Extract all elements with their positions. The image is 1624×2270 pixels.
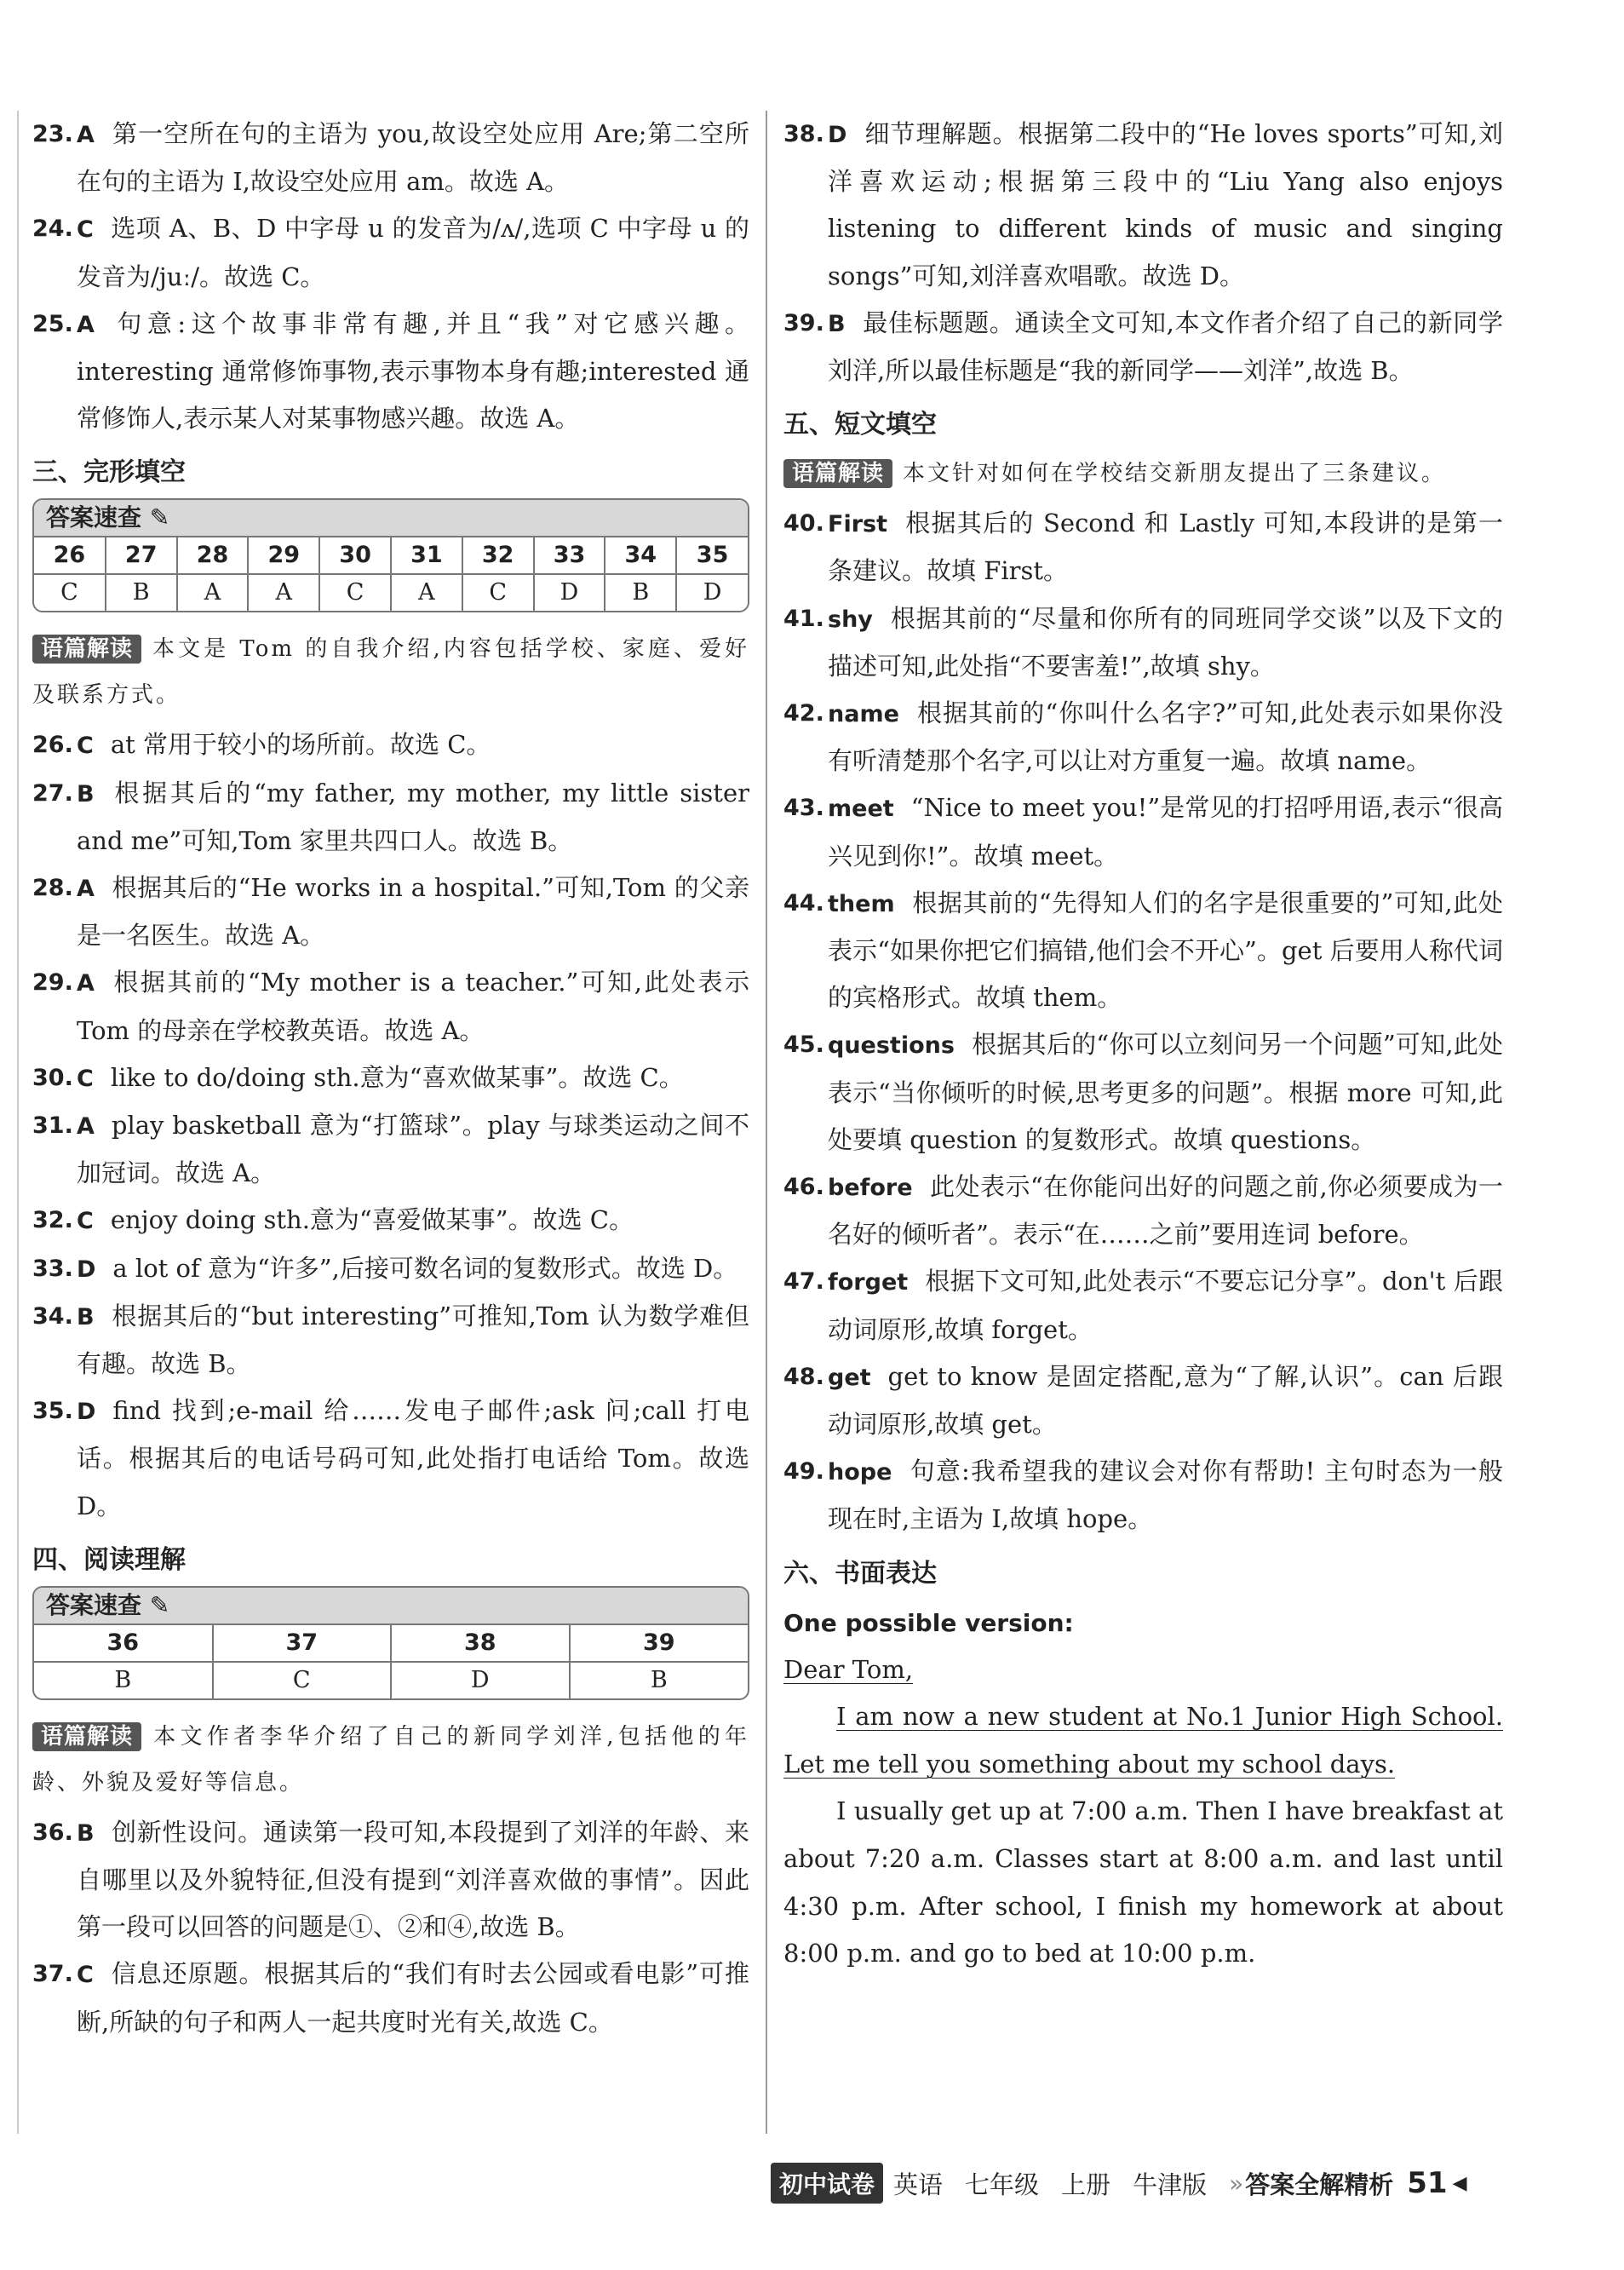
item-explanation: like to do/doing sth.意为“喜欢做某事”。故选 C。 bbox=[110, 1062, 684, 1092]
answer-item bbox=[783, 595, 1503, 690]
item-answer: C bbox=[77, 1962, 94, 1989]
question-cell: 35 bbox=[676, 537, 748, 574]
item-answer: get bbox=[828, 1364, 871, 1391]
passage-text: 本文是 Tom 的自我介绍,内容包括学校、家庭、爱好及联系方式。 bbox=[32, 636, 749, 709]
question-cell: 38 bbox=[391, 1625, 570, 1662]
item-number: 37. bbox=[32, 1961, 73, 1988]
item-number: 36. bbox=[32, 1819, 73, 1846]
item-explanation: at 常用于较小的场所前。故选 C。 bbox=[110, 730, 491, 760]
item-number: 34. bbox=[32, 1302, 73, 1330]
answer-item bbox=[32, 770, 749, 865]
item-number: 45. bbox=[783, 1032, 824, 1059]
letter-salutation bbox=[783, 1646, 1503, 1694]
item-number: 40. bbox=[783, 510, 824, 537]
answer-item bbox=[32, 1293, 749, 1388]
item-explanation: 根据其前的“尽量和你所有的同班同学交谈”以及下文的描述可知,此处指“不要害羞!”,故填 shy。 bbox=[828, 603, 1503, 681]
item-explanation: 根据下文可知,此处表示“不要忘记分享”。don't 后跟动词原形,故填 forget。 bbox=[828, 1267, 1503, 1344]
item-explanation: play basketball 意为“打篮球”。play 与球类运动之间不加冠词。故选 A。 bbox=[77, 1111, 749, 1188]
item-answer: shy bbox=[828, 606, 873, 633]
passage-summary bbox=[783, 451, 1503, 497]
item-answer: B bbox=[77, 780, 95, 807]
question-cell: 39 bbox=[570, 1625, 749, 1662]
answer-item bbox=[32, 1951, 749, 2045]
item-explanation: 此处表示“在你能问出好的问题之前,你必须要成为一名好的倾听者”。表示“在……之前”要用连词 before。 bbox=[828, 1172, 1503, 1250]
item-answer: C bbox=[77, 1208, 94, 1235]
item-number: 32. bbox=[32, 1207, 73, 1234]
item-explanation: 选项 A、B、D 中字母 u 的发音为/ʌ/,选项 C 中字母 u 的发音为/juː/。故选 C。 bbox=[77, 214, 749, 291]
answer-item bbox=[32, 1055, 749, 1102]
item-number: 43. bbox=[783, 795, 824, 822]
item-number: 27. bbox=[32, 779, 73, 807]
table-title: 答案速查 bbox=[46, 503, 142, 532]
paragraph-text: I am now a new student at No.1 Junior High School. Let me tell you something about my school days. bbox=[783, 1702, 1503, 1779]
items-40-49 bbox=[783, 500, 1503, 1543]
answer-cell: B bbox=[106, 574, 177, 611]
item-answer: C bbox=[77, 216, 94, 244]
item-answer: B bbox=[828, 310, 846, 337]
answer-row bbox=[34, 1662, 748, 1698]
answer-item bbox=[32, 1388, 749, 1530]
item-explanation: 根据其后的“He works in a hospital.”可知,Tom 的父亲是一名医生。故选 A。 bbox=[77, 873, 749, 951]
item-number: 28. bbox=[32, 875, 73, 902]
item-explanation: 句意:我希望我的建议会对你有帮助! 主句时态为一般现在时,主语为 I,故填 hope。 bbox=[828, 1457, 1503, 1534]
item-answer: C bbox=[77, 733, 94, 760]
answer-cell: C bbox=[34, 574, 106, 611]
answer-cell: D bbox=[534, 574, 605, 611]
answer-item bbox=[32, 721, 749, 769]
answer-item bbox=[783, 111, 1503, 300]
item-explanation: 根据其后的“你可以立刻问另一个问题”可知,此处表示“当你倾听的时候,思考更多的问题”。根据 more 可知,此处要填 question 的复数形式。故填 questions。 bbox=[828, 1030, 1503, 1154]
item-explanation: 根据其前的“你叫什么名字?”可知,此处表示如果你没有听清楚那个名字,可以让对方重复一遍。故填 name。 bbox=[828, 698, 1503, 776]
item-answer: C bbox=[77, 1065, 94, 1092]
item-answer: meet bbox=[828, 796, 894, 823]
answer-item bbox=[32, 1809, 749, 1951]
item-answer: forget bbox=[828, 1269, 909, 1296]
item-answer: B bbox=[77, 1303, 95, 1330]
item-number: 31. bbox=[32, 1112, 73, 1140]
section-heading: 六、书面表达 bbox=[783, 1558, 937, 1589]
item-explanation: 细节理解题。根据第二段中的“He loves sports”可知,刘洋喜欢运动;根据第三段中的“Liu Yang also enjoys listening to different kinds of music and singing songs”可知,刘洋喜欢唱歌。故选 D。 bbox=[828, 119, 1503, 290]
item-number: 25. bbox=[32, 310, 73, 337]
item-explanation: 第一空所在句的主语为 you,故设空处应用 Are;第二空所在句的主语为 I,故设空处应用 am。故选 A。 bbox=[77, 119, 749, 197]
answer-cell: A bbox=[248, 574, 319, 611]
answer-cell: D bbox=[703, 579, 722, 606]
triangle-left-icon: ◀ bbox=[1452, 2172, 1467, 2194]
answer-item bbox=[32, 865, 749, 959]
answer-item bbox=[783, 1448, 1503, 1543]
items-36-37 bbox=[32, 1809, 749, 2046]
item-explanation: 根据其前的“My mother is a teacher.”可知,此处表示 Tom 的母亲在学校教英语。故选 A。 bbox=[77, 968, 749, 1045]
page-number: 51 bbox=[1407, 2166, 1448, 2200]
passage-summary bbox=[32, 626, 749, 718]
item-number: 35. bbox=[32, 1398, 73, 1425]
item-explanation: find 找到;e-mail 给……发电子邮件;ask 问;call 打电话。根据其后的电话号码可知,此处指打电话给 Tom。故选 D。 bbox=[77, 1396, 749, 1520]
answer-item bbox=[783, 1258, 1503, 1353]
item-answer: hope bbox=[828, 1459, 892, 1486]
passage-badge: 语篇解读 bbox=[32, 1722, 141, 1751]
item-explanation: 创新性设问。通读第一段可知,本段提到了刘洋的年龄、来自哪里以及外貌特征,但没有提到“刘洋喜欢做的事情”。因此第一段可以回答的问题是①、②和④,故选 B。 bbox=[77, 1817, 749, 1942]
footer-grade: 七年级 bbox=[965, 2169, 1040, 2199]
item-explanation: 根据其后的“my father, my mother, my little sister and me”可知,Tom 家里共四口人。故选 B。 bbox=[77, 778, 749, 855]
item-explanation: 根据其前的“先得知人们的名字是很重要的”可知,此处表示“如果你把它们搞错,他们会不开心”。get 后要用人称代词的宾格形式。故填 them。 bbox=[828, 888, 1503, 1013]
item-number: 48. bbox=[783, 1363, 824, 1390]
letter-paragraph-1 bbox=[783, 1693, 1503, 1788]
answer-item bbox=[32, 1102, 749, 1197]
footer-title: 答案全解精析 bbox=[1245, 2169, 1394, 2199]
answer-item bbox=[783, 1021, 1503, 1164]
answer-grid bbox=[34, 537, 748, 611]
answer-item bbox=[783, 690, 1503, 784]
item-number: 29. bbox=[32, 969, 73, 997]
item-number: 26. bbox=[32, 732, 73, 759]
page-footer bbox=[771, 2159, 1466, 2207]
answer-cell: B bbox=[650, 1666, 668, 1693]
answer-row bbox=[34, 574, 748, 611]
answer-quick-check-table bbox=[32, 1586, 749, 1700]
question-cell: 33 bbox=[534, 537, 605, 574]
footer-term: 上册 bbox=[1061, 2169, 1111, 2199]
item-number: 49. bbox=[783, 1458, 824, 1486]
answer-item bbox=[783, 1353, 1503, 1448]
left-column bbox=[32, 111, 749, 2046]
item-answer: A bbox=[77, 311, 95, 338]
item-number: 30. bbox=[32, 1064, 73, 1091]
answer-cell: A bbox=[391, 574, 462, 611]
footer-subject: 英语 bbox=[893, 2169, 944, 2199]
letter-paragraph-2: I usually get up at 7:00 a.m. Then I have breakfast at about 7:20 a.m. Classes start at 8:00 a.m. and last until 4:30 p.m. After school, I finish my homework at about 8:00 p.m. and go to bed at 10:00 p.m. bbox=[783, 1796, 1503, 1968]
item-explanation: 最佳标题题。通读全文可知,本文作者介绍了自己的新同学刘洋,所以最佳标题是“我的新同学——刘洋”,故选 B。 bbox=[828, 307, 1503, 386]
item-number: 23. bbox=[32, 121, 73, 147]
items-38-39 bbox=[783, 111, 1503, 394]
item-number: 42. bbox=[783, 700, 824, 727]
answer-cell: C bbox=[462, 574, 534, 611]
passage-text: 本文针对如何在学校结交新朋友提出了三条建议。 bbox=[903, 461, 1447, 487]
question-cell: 27 bbox=[106, 537, 177, 574]
brand-logo: 初中试卷 bbox=[771, 2163, 883, 2204]
item-explanation: 根据其后的 Second 和 Lastly 可知,本段讲的是第一条建议。故填 First。 bbox=[828, 509, 1503, 586]
section-heading: 三、完形填空 bbox=[32, 457, 186, 488]
answer-grid bbox=[34, 1625, 748, 1698]
answer-cell: B bbox=[34, 1662, 213, 1698]
answer-quick-check-table bbox=[32, 498, 749, 612]
item-explanation: 信息还原题。根据其后的“我们有时去公园或看电影”可推断,所缺的句子和两人一起共度时光有关,故选 C。 bbox=[77, 1959, 749, 2037]
double-chevron-icon: » bbox=[1229, 2169, 1239, 2198]
question-cell: 28 bbox=[177, 537, 249, 574]
item-answer: them bbox=[828, 890, 895, 917]
item-number: 38. bbox=[783, 121, 824, 147]
item-answer: A bbox=[77, 1113, 95, 1141]
item-explanation: “Nice to meet you!”是常见的打招呼用语,表示“很高兴见到你!”。故填 meet。 bbox=[828, 793, 1503, 871]
items-23-25 bbox=[32, 111, 749, 442]
answer-cell: C bbox=[319, 574, 391, 611]
pencil-icon: ✎ bbox=[149, 503, 170, 532]
version-label: One possible version: bbox=[783, 1608, 1074, 1637]
answer-item bbox=[783, 300, 1503, 394]
section-heading: 四、阅读理解 bbox=[32, 1544, 186, 1575]
item-answer: D bbox=[77, 1256, 96, 1283]
section-heading: 五、短文填空 bbox=[783, 410, 937, 440]
column-divider bbox=[766, 111, 767, 2134]
answer-cell: D bbox=[391, 1662, 570, 1698]
item-answer: name bbox=[828, 701, 899, 728]
item-number: 24. bbox=[32, 216, 73, 243]
answer-cell: B bbox=[605, 574, 676, 611]
table-header bbox=[34, 500, 748, 537]
answer-item bbox=[783, 784, 1503, 879]
answer-item bbox=[32, 111, 749, 205]
question-cell: 26 bbox=[34, 537, 106, 574]
question-cell: 34 bbox=[605, 537, 676, 574]
answer-cell: A bbox=[177, 574, 249, 611]
pencil-icon: ✎ bbox=[149, 1590, 170, 1619]
question-row bbox=[34, 1625, 748, 1662]
item-number: 33. bbox=[32, 1255, 73, 1282]
right-column bbox=[783, 111, 1503, 1978]
question-cell: 32 bbox=[462, 537, 534, 574]
table-header bbox=[34, 1588, 748, 1625]
item-number: 46. bbox=[783, 1174, 824, 1201]
item-explanation: 句意:这个故事非常有趣,并且“我”对它感兴趣。interesting 通常修饰事物,表示事物本身有趣;interested 通常修饰人,表示某人对某事物感兴趣。故选 A。 bbox=[77, 308, 749, 434]
question-row bbox=[34, 537, 748, 574]
item-explanation: 根据其后的“but interesting”可推知,Tom 认为数学难但有趣。故选 B。 bbox=[77, 1301, 749, 1379]
answer-item bbox=[32, 205, 749, 300]
item-answer: First bbox=[828, 511, 887, 538]
answer-item bbox=[32, 959, 749, 1054]
item-answer: A bbox=[77, 122, 95, 148]
item-explanation: a lot of 意为“许多”,后接可数名词的复数形式。故选 D。 bbox=[112, 1253, 738, 1283]
item-number: 41. bbox=[783, 605, 824, 632]
question-cell: 37 bbox=[213, 1625, 392, 1662]
answer-item bbox=[783, 880, 1503, 1022]
passage-badge: 语篇解读 bbox=[32, 635, 141, 664]
passage-text: 本文作者李华介绍了自己的新同学刘洋,包括他的年龄、外貌及爱好等信息。 bbox=[32, 1723, 749, 1796]
item-answer: before bbox=[828, 1175, 913, 1202]
items-26-35 bbox=[32, 721, 749, 1529]
left-margin-rule bbox=[17, 111, 19, 2134]
passage-summary bbox=[32, 1714, 749, 1806]
item-explanation: enjoy doing sth.意为“喜爱做某事”。故选 C。 bbox=[110, 1205, 634, 1235]
question-cell: 36 bbox=[34, 1625, 213, 1662]
answer-item bbox=[783, 1164, 1503, 1258]
item-number: 47. bbox=[783, 1268, 824, 1296]
passage-badge: 语篇解读 bbox=[783, 459, 892, 488]
answer-item bbox=[32, 1197, 749, 1244]
item-answer: B bbox=[77, 1819, 95, 1847]
table-title: 答案速查 bbox=[46, 1590, 142, 1619]
answer-item bbox=[32, 1245, 749, 1293]
question-cell: 31 bbox=[391, 537, 462, 574]
answer-item bbox=[32, 301, 749, 443]
answer-cell: C bbox=[213, 1662, 392, 1698]
salutation-text: Dear Tom, bbox=[783, 1654, 914, 1684]
item-answer: A bbox=[77, 970, 95, 997]
item-number: 39. bbox=[783, 309, 824, 336]
item-number: 44. bbox=[783, 889, 824, 917]
item-answer: questions bbox=[828, 1032, 955, 1060]
item-answer: A bbox=[77, 876, 95, 903]
question-cell: 30 bbox=[319, 537, 391, 574]
item-explanation: get to know 是固定搭配,意为“了解,认识”。can 后跟动词原形,故填 get。 bbox=[828, 1361, 1503, 1440]
item-answer: D bbox=[828, 122, 847, 148]
footer-edition: 牛津版 bbox=[1133, 2169, 1208, 2199]
answer-item bbox=[783, 500, 1503, 595]
item-answer: D bbox=[77, 1399, 96, 1426]
question-cell: 29 bbox=[248, 537, 319, 574]
